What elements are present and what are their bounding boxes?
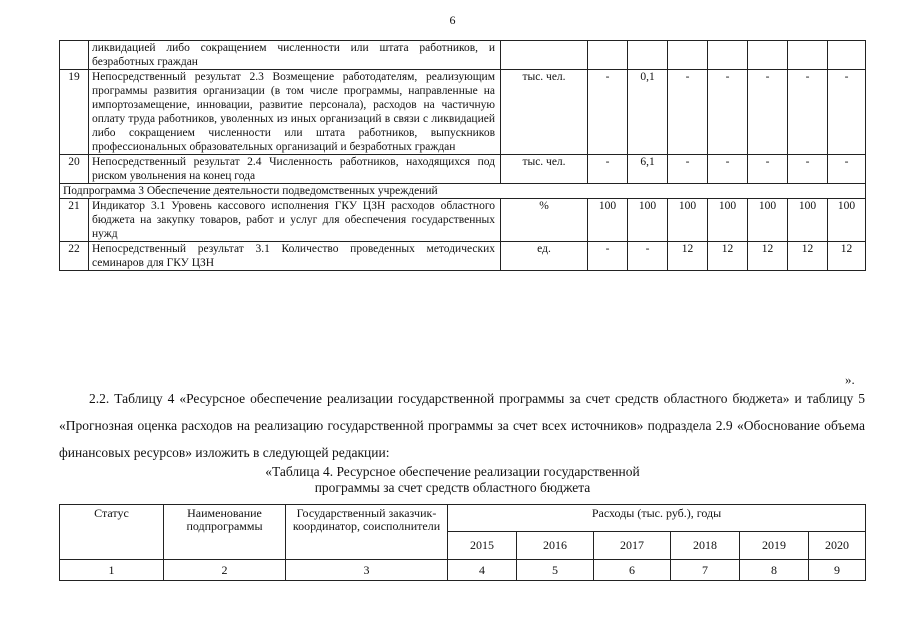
header-expenses: Расходы (тыс. руб.), годы [448, 505, 866, 532]
row-unit: тыс. чел. [501, 155, 588, 184]
table4-caption-line2: программы за счет средств областного бюджета [314, 480, 591, 495]
row-value: 12 [668, 242, 708, 271]
row-value [748, 41, 788, 70]
table-row [60, 242, 866, 271]
column-number: 1 [60, 560, 164, 581]
row-value: 100 [708, 199, 748, 242]
row-value: - [748, 155, 788, 184]
row-value: - [708, 70, 748, 155]
row-unit: % [501, 199, 588, 242]
table-row [60, 155, 866, 184]
page-number: 6 [449, 13, 456, 27]
row-value: - [828, 70, 866, 155]
row-value [788, 41, 828, 70]
indicators-table [59, 40, 866, 271]
row-value: 12 [748, 242, 788, 271]
header-name: Наименование подпрограммы [164, 505, 286, 560]
row-description: ликвидацией либо сокращением численности или штата работников, и безработных граждан [89, 41, 501, 70]
row-value [668, 41, 708, 70]
column-number: 2 [164, 560, 286, 581]
row-number: 20 [60, 155, 89, 184]
row-value: - [788, 70, 828, 155]
column-number: 4 [448, 560, 517, 581]
year-header: 2019 [740, 532, 809, 560]
row-value: 100 [788, 199, 828, 242]
column-number: 6 [594, 560, 671, 581]
row-unit: тыс. чел. [501, 70, 588, 155]
row-value [628, 41, 668, 70]
row-unit: ед. [501, 242, 588, 271]
header-customer: Государственный заказчик-координатор, соисполнители [286, 505, 448, 560]
table-row [60, 199, 866, 242]
year-header: 2020 [809, 532, 866, 560]
amendment-paragraph: 2.2. Таблицу 4 «Ресурсное обеспечение реализации государственной программы за счет средств областного бюджета» и таблицу 5 «Прогнозная оценка расходов на реализацию государственной программы за счет всех источников» подраздела 2.9 «Обоснование объема финансовых ресурсов» изложить в следующей редакции: [59, 391, 865, 460]
row-number [60, 41, 89, 70]
row-value [708, 41, 748, 70]
row-value: - [588, 155, 628, 184]
column-number: 3 [286, 560, 448, 581]
row-value [588, 41, 628, 70]
year-header: 2016 [517, 532, 594, 560]
row-value: - [748, 70, 788, 155]
row-description: Непосредственный результат 3.1 Количество проведенных методических семинаров для ГКУ ЦЗН [89, 242, 501, 271]
row-value: - [588, 70, 628, 155]
closing-quote: ». [845, 372, 855, 387]
table-row [60, 70, 866, 155]
row-value: 12 [788, 242, 828, 271]
table-row [60, 41, 866, 70]
row-value: - [708, 155, 748, 184]
column-number: 7 [671, 560, 740, 581]
row-value: 100 [828, 199, 866, 242]
row-value [828, 41, 866, 70]
row-value: - [628, 242, 668, 271]
row-value: 6,1 [628, 155, 668, 184]
row-description: Непосредственный результат 2.4 Численность работников, находящихся под риском увольнения на конец года [89, 155, 501, 184]
year-header: 2017 [594, 532, 671, 560]
row-number: 19 [60, 70, 89, 155]
row-value: 100 [668, 199, 708, 242]
header-status: Статус [60, 505, 164, 560]
row-value: - [788, 155, 828, 184]
row-value: 100 [748, 199, 788, 242]
row-value: 12 [708, 242, 748, 271]
resource-table [59, 504, 866, 581]
subprogram-heading: Подпрограмма 3 Обеспечение деятельности подведомственных учреждений [60, 184, 866, 199]
column-number: 9 [809, 560, 866, 581]
row-value: 0,1 [628, 70, 668, 155]
row-value: - [668, 70, 708, 155]
row-description: Индикатор 3.1 Уровень кассового исполнения ГКУ ЦЗН расходов областного бюджета на закупку товаров, работ и услуг для обеспечения государственных нужд [89, 199, 501, 242]
year-header: 2015 [448, 532, 517, 560]
table4-caption [0, 464, 905, 496]
row-value: - [828, 155, 866, 184]
row-unit [501, 41, 588, 70]
year-header: 2018 [671, 532, 740, 560]
row-value: - [668, 155, 708, 184]
row-number: 21 [60, 199, 89, 242]
column-number: 5 [517, 560, 594, 581]
row-value: - [588, 242, 628, 271]
row-description: Непосредственный результат 2.3 Возмещение работодателям, реализующим программы развития организации (в том числе программы, направленные на импортозамещение, инновации, развитие персонала), расходов на частичную оплату труда работников, уволенных из иных организаций в связи с ликвидацией либо сокращением численности или штата работников, выпускников профессиональных образовательных организаций и безработных граждан [89, 70, 501, 155]
row-value: 12 [828, 242, 866, 271]
row-number: 22 [60, 242, 89, 271]
table-row [60, 184, 866, 199]
column-number: 8 [740, 560, 809, 581]
table4-caption-line1: «Таблица 4. Ресурсное обеспечение реализации государственной [265, 464, 640, 479]
row-value: 100 [588, 199, 628, 242]
row-value: 100 [628, 199, 668, 242]
